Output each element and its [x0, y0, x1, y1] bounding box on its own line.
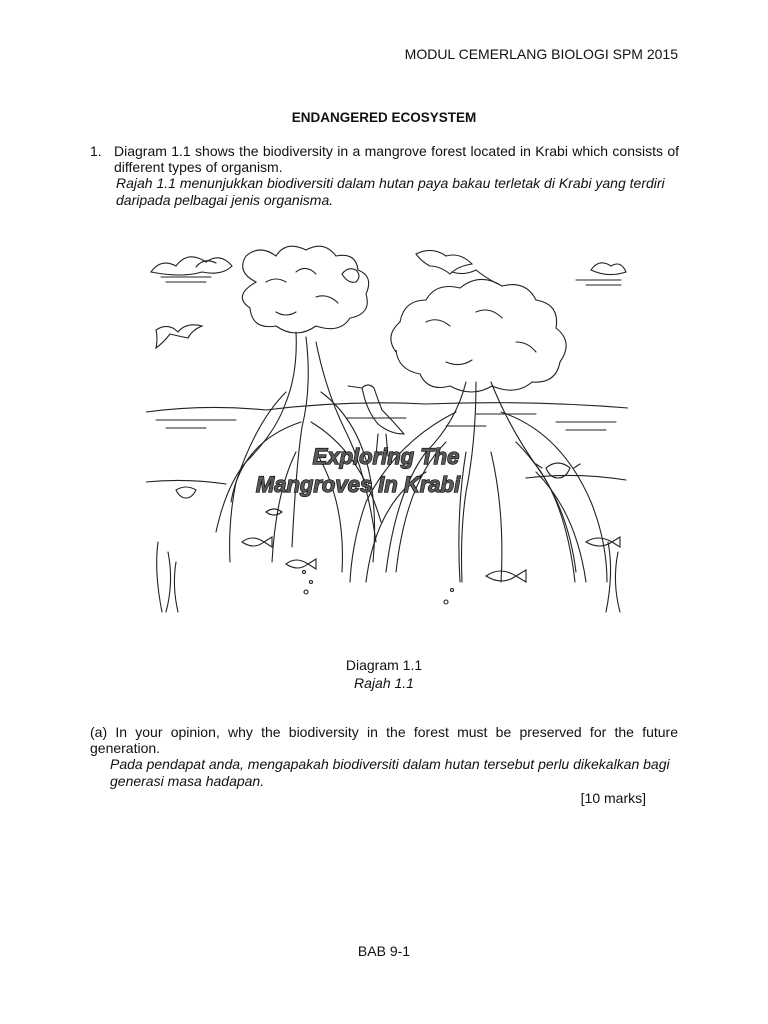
question-number: 1.	[90, 143, 102, 159]
question-text-english: Diagram 1.1 shows the biodiversity in a mangrove forest located in Krabi which consists of different types of organism.	[114, 143, 679, 175]
part-a-text-malay: Pada pendapat anda, mengapakah biodiversiti dalam hutan tersebut perlu dikekalkan bagi generasi masa hadapan.	[110, 756, 670, 789]
page-footer-label: BAB 9-1	[357, 943, 411, 959]
part-a-text-english: (a) In your opinion, why the biodiversity in the forest must be preserved for the future generation.	[90, 724, 678, 756]
part-a-marks: [10 marks]	[580, 790, 646, 806]
banner-line-1: Exploring The	[312, 444, 460, 469]
figure-caption-malay: Rajah 1.1	[354, 675, 414, 691]
question-text-malay: Rajah 1.1 menunjukkan biodiversiti dalam hutan paya bakau terletak di Krabi yang terdiri daripada pelbagai jenis organisma.	[116, 175, 665, 208]
mangrove-illustration	[146, 242, 628, 620]
figure-caption-english: Diagram 1.1	[345, 657, 423, 673]
section-title: ENDANGERED ECOSYSTEM	[291, 110, 477, 125]
banner-line-2: Mangroves In Krabi	[255, 472, 461, 497]
module-header: MODUL CEMERLANG BIOLOGI SPM 2015	[404, 46, 678, 62]
